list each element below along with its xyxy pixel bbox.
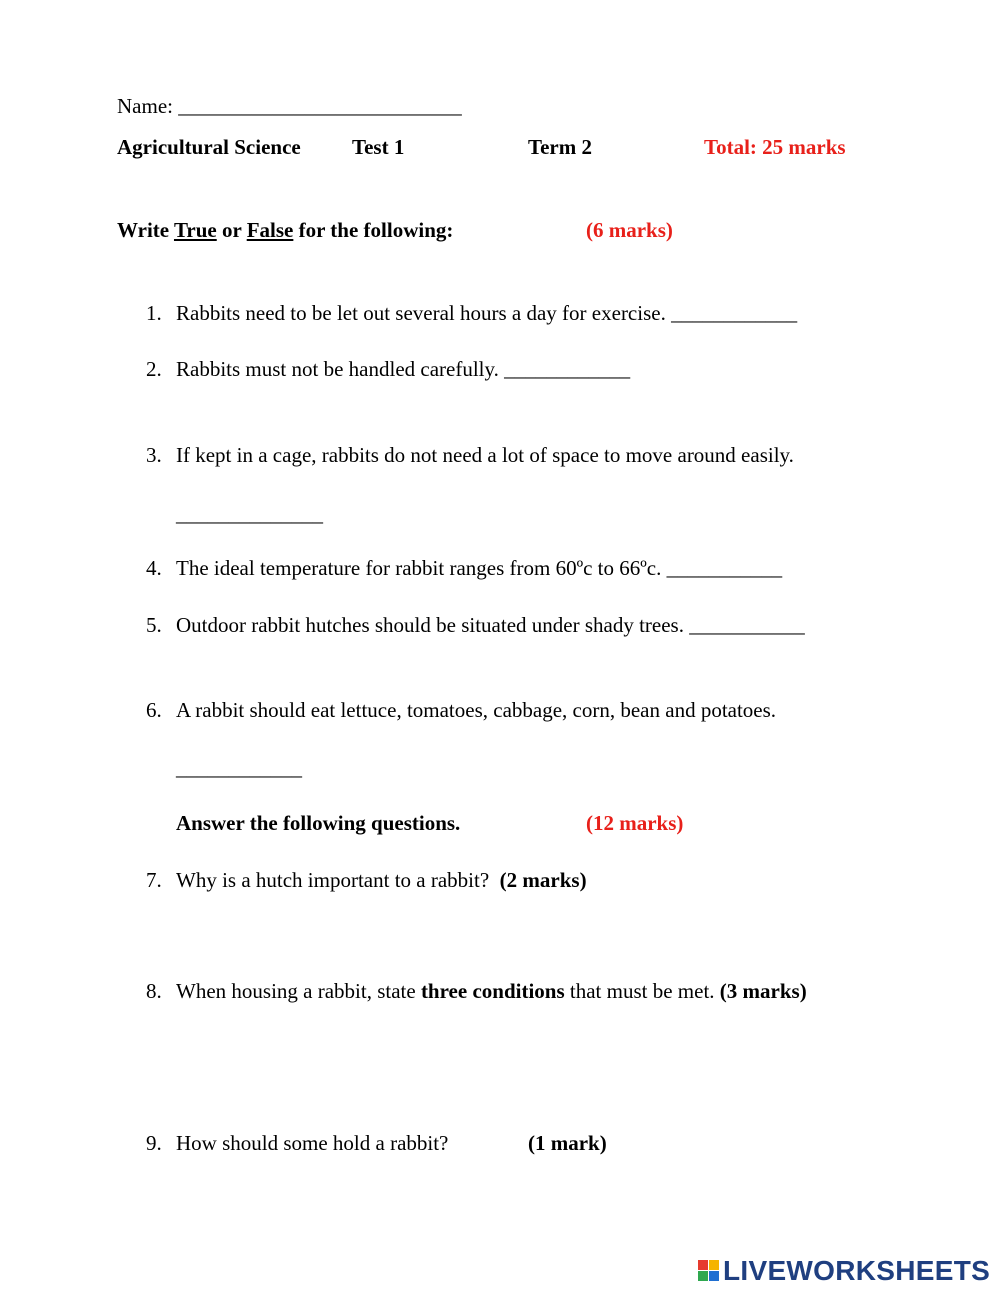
term-label: Term 2	[528, 135, 592, 159]
liveworksheets-logo[interactable]	[698, 1257, 990, 1285]
instr-false: False	[246, 218, 294, 242]
question-number: 8.	[146, 979, 162, 1003]
question-number: 3.	[146, 443, 162, 467]
question-number: 4.	[146, 556, 162, 580]
question-number: 7.	[146, 868, 162, 892]
question-number: 2.	[146, 357, 162, 381]
test-label: Test 1	[352, 135, 405, 159]
logo-square-green	[698, 1271, 708, 1281]
instr-pre: Write	[117, 218, 174, 242]
question-text: A rabbit should eat lettuce, tomatoes, cabbage, corn, bean and potatoes.	[176, 698, 777, 722]
question-text[interactable]: Outdoor rabbit hutches should be situated under shady trees. ___________	[176, 613, 805, 637]
question-number: 1.	[146, 301, 162, 325]
section1-instruction	[117, 220, 453, 241]
question-text: How should some hold a rabbit?	[176, 1131, 449, 1155]
question-text[interactable]: The ideal temperature for rabbit ranges from 60ºc to 66ºc. ___________	[176, 556, 783, 580]
question-7-text: Why is a hutch important to a rabbit?	[176, 868, 490, 892]
question-text[interactable]: Rabbits must not be handled carefully. ____________	[176, 357, 631, 381]
question-text: If kept in a cage, rabbits do not need a lot of space to move around easily.	[176, 443, 794, 467]
logo-text: LIVEWORKSHEETS	[723, 1255, 991, 1286]
liveworksheets-logo-icon	[698, 1260, 720, 1282]
answer-blank-3[interactable]: ______________	[176, 502, 323, 526]
question-number: 6.	[146, 698, 162, 722]
name-blank[interactable]: ___________________________	[178, 94, 462, 118]
logo-square-blue	[709, 1271, 719, 1281]
question-text	[176, 981, 807, 1002]
answer-blank-6[interactable]: ____________	[176, 756, 302, 780]
instr-post: for the following:	[293, 218, 454, 242]
logo-square-yellow	[709, 1260, 719, 1270]
name-label: Name:	[117, 94, 173, 118]
total-marks: Total: 25 marks	[704, 135, 846, 159]
question-7-marks: (2 marks)	[499, 868, 587, 892]
question-8-text-pre: When housing a rabbit, state	[176, 979, 421, 1003]
question-text[interactable]: Rabbits need to be let out several hours a day for exercise. ____________	[176, 301, 798, 325]
subject-title: Agricultural Science	[117, 135, 301, 159]
question-number: 5.	[146, 613, 162, 637]
question-text	[176, 870, 587, 891]
question-number: 9.	[146, 1131, 162, 1155]
instr-true: True	[173, 218, 217, 242]
section2-title: Answer the following questions.	[176, 811, 461, 835]
name-line	[117, 96, 462, 117]
section1-marks: (6 marks)	[586, 218, 673, 242]
question-8-marks: (3 marks)	[719, 979, 807, 1003]
question-8-text-bold: three conditions	[420, 979, 565, 1003]
instr-or: or	[216, 218, 247, 242]
logo-square-red	[698, 1260, 708, 1270]
question-8-text-post: that must be met.	[564, 979, 720, 1003]
question-9-marks: (1 mark)	[528, 1131, 607, 1155]
section2-marks: (12 marks)	[586, 811, 684, 835]
